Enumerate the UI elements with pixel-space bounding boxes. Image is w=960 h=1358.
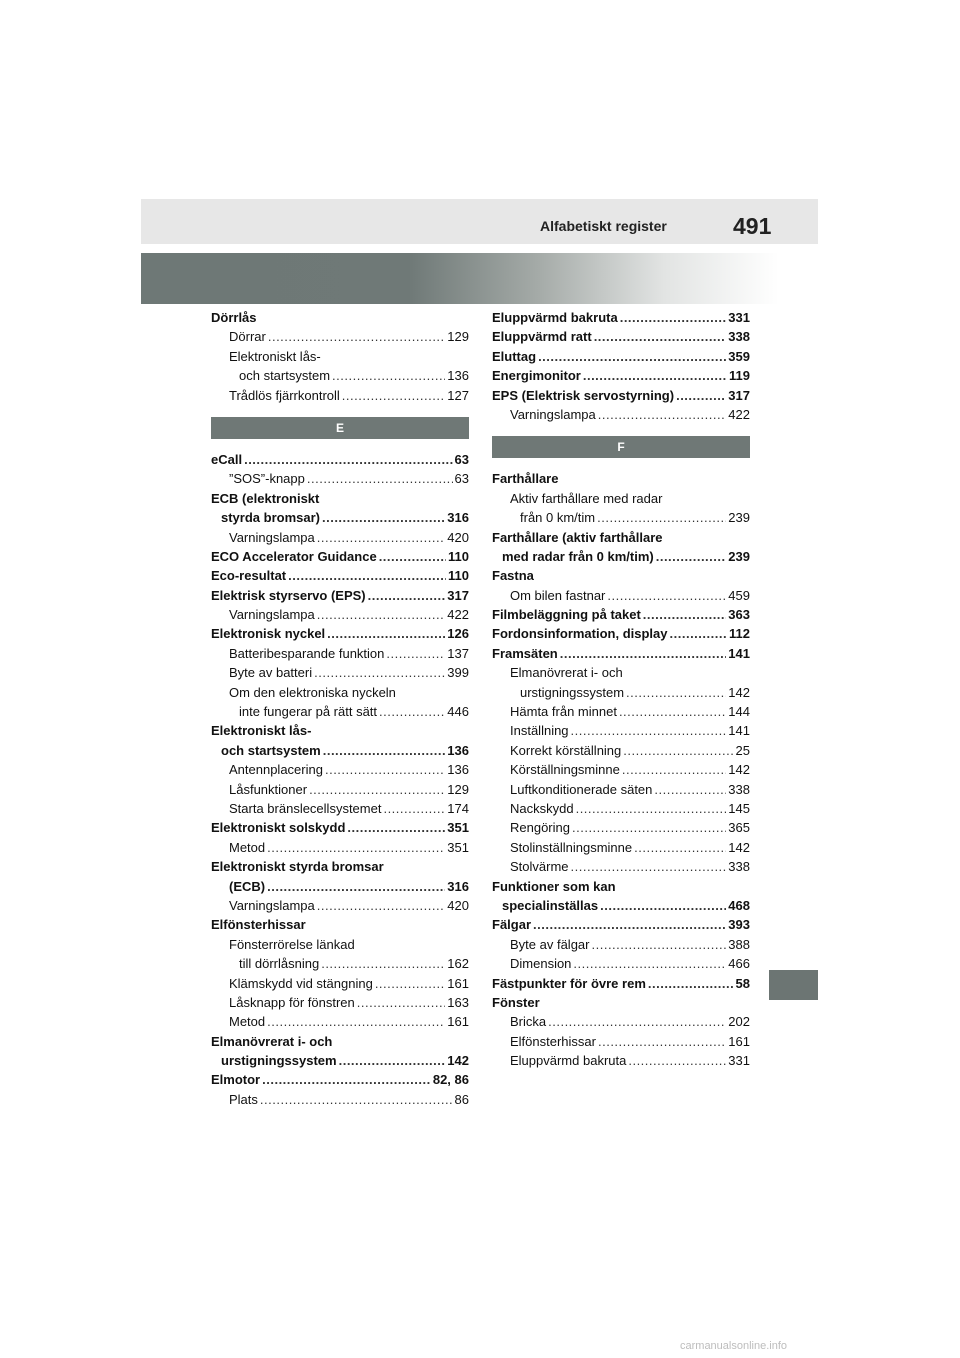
index-term: Eluppvärmd ratt: [492, 329, 592, 345]
index-entry: [492, 818, 750, 837]
dot-leader: [339, 1051, 446, 1070]
index-entry: [492, 489, 750, 508]
page-reference: 142: [728, 839, 750, 855]
page-reference: 351: [447, 839, 469, 855]
page-reference: 338: [728, 781, 750, 797]
dot-leader: [267, 877, 445, 896]
dot-leader: [623, 741, 733, 760]
dot-leader: [607, 586, 726, 605]
index-entry: [492, 954, 750, 973]
page-reference: 161: [447, 975, 469, 991]
index-term: Varningslampa: [229, 897, 315, 913]
index-term: Varningslampa: [229, 607, 315, 623]
dot-leader: [600, 896, 726, 915]
index-entry: [492, 993, 750, 1012]
page-reference: 136: [447, 368, 469, 384]
index-term: Metod: [229, 1014, 266, 1030]
watermark-text: carmanualsonline.info: [680, 1340, 788, 1352]
index-entry: [492, 721, 750, 740]
dot-leader: [262, 1070, 431, 1089]
dot-leader: [317, 605, 446, 624]
index-entry: [492, 1051, 750, 1070]
index-entry: [211, 915, 469, 934]
page-reference: 142: [728, 762, 750, 778]
index-entry: [211, 935, 469, 954]
dot-leader: [383, 799, 445, 818]
index-term: till dörrlåsning: [239, 956, 320, 972]
index-term: Plats: [229, 1091, 258, 1107]
index-entry: [211, 469, 469, 488]
page-reference: 316: [447, 510, 469, 526]
index-entry: [492, 644, 750, 663]
index-term: Elektroniskt lås-: [211, 723, 312, 739]
index-term: och startsystem: [221, 742, 321, 758]
page-reference: 365: [728, 820, 750, 836]
dot-leader: [571, 857, 727, 876]
page-number: 491: [733, 213, 772, 239]
page-reference: 112: [729, 626, 750, 642]
index-entry: [492, 915, 750, 934]
page-reference: 136: [447, 742, 469, 758]
index-entry: [211, 605, 469, 624]
index-term: Elektroniskt styrda bromsar: [211, 859, 384, 875]
dot-leader: [342, 386, 446, 405]
page-reference: 446: [447, 704, 469, 720]
index-term: Rengöring: [510, 820, 570, 836]
page-reference: 126: [447, 626, 469, 642]
page-reference: 202: [728, 1014, 750, 1030]
index-term: Elmanövrerat i- och: [510, 665, 623, 681]
page-reference: 420: [447, 529, 469, 545]
dot-leader: [244, 450, 452, 469]
dot-leader: [573, 954, 726, 973]
page-title: Alfabetiskt register: [540, 218, 667, 234]
index-entry: [211, 1032, 469, 1051]
dot-leader: [375, 974, 445, 993]
page-reference: 174: [447, 800, 469, 816]
index-term: Antennplacering: [229, 762, 323, 778]
index-entry: [492, 760, 750, 779]
index-term: Stolinställningsminne: [510, 839, 633, 855]
dot-leader: [619, 702, 726, 721]
index-entry: [211, 1051, 469, 1070]
index-term: Låsfunktioner: [229, 781, 308, 797]
index-entry: [211, 586, 469, 605]
index-column-right: [492, 308, 750, 1070]
index-entry: [492, 974, 750, 993]
index-term: Energimonitor: [492, 368, 581, 384]
index-term: Elmanövrerat i- och: [211, 1033, 333, 1049]
index-term: Dörrlås: [211, 310, 257, 325]
page-reference: 317: [728, 387, 750, 403]
index-entry: [211, 702, 469, 721]
index-entry: [211, 741, 469, 760]
index-term: Funktioner som kan: [492, 878, 616, 894]
dot-leader: [533, 915, 726, 934]
page-reference: 141: [728, 723, 750, 739]
index-entry: [492, 683, 750, 702]
page-reference: 338: [728, 859, 750, 875]
index-term: Eco-resultat: [211, 568, 287, 584]
index-term: Fordonsinformation, display: [492, 626, 668, 642]
dot-leader: [538, 347, 726, 366]
dot-leader: [576, 799, 727, 818]
page-reference: 110: [448, 568, 469, 584]
index-term: Metod: [229, 839, 266, 855]
index-term: eCall: [211, 451, 243, 467]
dot-leader: [368, 586, 446, 605]
index-entry: [211, 954, 469, 973]
index-entry: [211, 1090, 469, 1109]
index-entry: [211, 1012, 469, 1031]
index-entry: [211, 683, 469, 702]
index-entry: [492, 347, 750, 366]
index-term: Elektroniskt lås-: [229, 348, 321, 364]
index-term: Elektronisk nyckel: [211, 626, 326, 642]
index-entry: [492, 838, 750, 857]
dot-leader: [628, 1051, 726, 1070]
index-entry: [492, 605, 750, 624]
dot-leader: [379, 547, 446, 566]
page-reference: 420: [447, 897, 469, 913]
index-entry: [211, 528, 469, 547]
index-term: Aktiv farthållare med radar: [510, 490, 663, 506]
dot-leader: [357, 993, 446, 1012]
index-term: Korrekt körställning: [510, 742, 622, 758]
index-entry: [211, 877, 469, 896]
index-term: Varningslampa: [229, 529, 315, 545]
index-term: Starta bränslecellsystemet: [229, 800, 382, 816]
index-term: Fönsterrörelse länkad: [229, 936, 355, 952]
section-letter-header: E: [211, 417, 469, 439]
index-entry: [211, 1070, 469, 1089]
page-reference: 459: [728, 587, 750, 603]
page-reference: 142: [728, 684, 750, 700]
index-term: specialinställas: [502, 897, 599, 913]
dot-leader: [648, 974, 734, 993]
index-term: Filmbeläggning på taket: [492, 607, 641, 623]
dot-leader: [583, 366, 727, 385]
index-term: ”SOS”-knapp: [229, 471, 305, 487]
index-entry: [211, 993, 469, 1012]
index-term: Inställning: [510, 723, 569, 739]
index-term: Elektrisk styrservo (EPS): [211, 587, 366, 603]
dot-leader: [322, 508, 445, 527]
index-entry: [492, 586, 750, 605]
dot-leader: [347, 818, 445, 837]
index-entry: [492, 896, 750, 915]
index-entry: [492, 327, 750, 346]
index-entry: [492, 741, 750, 760]
page-reference: 82, 86: [432, 1072, 469, 1088]
dot-leader: [654, 780, 726, 799]
index-term: Fastna: [492, 568, 534, 584]
index-term: Eluppvärmd bakruta: [510, 1053, 627, 1069]
index-term: Eluttag: [492, 348, 537, 364]
page-reference: 63: [454, 471, 469, 487]
page-reference: 163: [447, 994, 469, 1010]
dot-leader: [560, 644, 727, 663]
dot-leader: [626, 683, 726, 702]
index-entry: [492, 857, 750, 876]
page-reference: 422: [728, 406, 750, 422]
index-entry: [211, 547, 469, 566]
page-reference: 129: [447, 329, 469, 345]
index-term: ECB (elektroniskt: [211, 490, 320, 506]
index-entry: [492, 547, 750, 566]
index-term: Låsknapp för fönstren: [229, 994, 355, 1010]
dot-leader: [598, 405, 727, 424]
index-column-left: [211, 308, 469, 1109]
page-reference: 338: [728, 329, 750, 345]
index-term: från 0 km/tim: [520, 510, 596, 526]
page-reference: 141: [728, 645, 750, 661]
dot-leader: [598, 1032, 726, 1051]
index-term: Farthållare (aktiv farthållare: [492, 529, 663, 545]
index-term: Klämskydd vid stängning: [229, 975, 373, 991]
dot-leader: [620, 308, 727, 327]
index-entry: [492, 1012, 750, 1031]
index-term: ECO Accelerator Guidance: [211, 548, 377, 564]
dot-leader: [309, 780, 445, 799]
index-entry: [492, 386, 750, 405]
page-reference: 142: [447, 1053, 469, 1069]
index-entry: [211, 386, 469, 405]
dot-leader: [592, 935, 727, 954]
page-reference: 239: [728, 548, 750, 564]
page-reference: 145: [728, 800, 750, 816]
dot-leader: [622, 760, 726, 779]
index-term: och startsystem: [239, 368, 331, 384]
page-reference: 466: [728, 956, 750, 972]
dot-leader: [594, 327, 727, 346]
page-reference: 331: [728, 1053, 750, 1069]
index-term: Bricka: [510, 1014, 547, 1030]
dot-leader: [670, 624, 728, 643]
dot-leader: [317, 528, 446, 547]
dot-leader: [314, 663, 445, 682]
index-term: Varningslampa: [510, 406, 596, 422]
page-reference: 317: [447, 587, 469, 603]
index-entry: [211, 508, 469, 527]
index-entry: [492, 405, 750, 424]
page-reference: 58: [735, 975, 750, 991]
page-reference: 137: [447, 645, 469, 661]
index-entry: [211, 857, 469, 876]
page-reference: 359: [728, 348, 750, 364]
dot-leader: [307, 469, 453, 488]
index-entry: [492, 566, 750, 585]
dot-leader: [268, 327, 445, 346]
page-reference: 144: [728, 704, 750, 720]
page-reference: 161: [447, 1014, 469, 1030]
index-term: Dörrar: [229, 329, 266, 345]
index-term: styrda bromsar): [221, 510, 320, 526]
index-entry: [211, 308, 469, 327]
index-term: Fästpunkter för övre rem: [492, 975, 646, 991]
index-term: urstigningssystem: [520, 684, 625, 700]
index-entry: [492, 799, 750, 818]
dot-leader: [634, 838, 726, 857]
page-reference: 127: [447, 387, 469, 403]
decorative-gradient-bar: [141, 253, 779, 304]
index-term: Elmotor: [211, 1072, 261, 1088]
page-reference: 162: [447, 956, 469, 972]
index-entry: [492, 366, 750, 385]
index-entry: [211, 347, 469, 366]
index-entry: [211, 896, 469, 915]
index-term: Elfönsterhissar: [510, 1033, 596, 1049]
index-term: Elfönsterhissar: [211, 917, 306, 933]
page-reference: 110: [448, 548, 469, 564]
index-term: Körställningsminne: [510, 762, 620, 778]
index-term: Nackskydd: [510, 800, 574, 816]
index-term: Luftkonditionerade säten: [510, 781, 653, 797]
page-reference: 388: [728, 936, 750, 952]
index-entry: [211, 838, 469, 857]
page-reference: 351: [447, 820, 469, 836]
dot-leader: [572, 818, 726, 837]
page-reference: 316: [447, 878, 469, 894]
index-entry: [492, 780, 750, 799]
index-entry: [492, 935, 750, 954]
page-reference: 422: [447, 607, 469, 623]
page-reference: 239: [728, 510, 750, 526]
dot-leader: [676, 386, 726, 405]
index-term: Dimension: [510, 956, 572, 972]
dot-leader: [656, 547, 727, 566]
page-reference: 399: [447, 665, 469, 681]
index-entry: [492, 702, 750, 721]
section-letter-header: F: [492, 436, 750, 458]
index-term: inte fungerar på rätt sätt: [239, 704, 378, 720]
index-entry: [492, 663, 750, 682]
page-reference: 86: [454, 1091, 469, 1107]
index-term: (ECB): [229, 878, 266, 894]
index-entry: [211, 450, 469, 469]
index-term: Trådlös fjärrkontroll: [229, 387, 340, 403]
dot-leader: [323, 741, 446, 760]
dot-leader: [267, 1012, 445, 1031]
index-entry: [211, 624, 469, 643]
index-entry: [211, 327, 469, 346]
chapter-side-tab: [769, 970, 818, 1000]
index-entry: [492, 1032, 750, 1051]
page-reference: 393: [728, 917, 750, 933]
dot-leader: [379, 702, 445, 721]
dot-leader: [332, 366, 445, 385]
index-term: Elektroniskt solskydd: [211, 820, 346, 836]
dot-leader: [325, 760, 445, 779]
header-band: [141, 199, 818, 244]
dot-leader: [571, 721, 727, 740]
index-entry: [492, 308, 750, 327]
index-term: Stolvärme: [510, 859, 569, 875]
index-entry: [492, 528, 750, 547]
index-term: Farthållare: [492, 471, 559, 487]
index-term: Fönster: [492, 994, 540, 1010]
index-entry: [211, 799, 469, 818]
index-term: med radar från 0 km/tim): [502, 548, 654, 564]
dot-leader: [321, 954, 445, 973]
index-entry: [492, 877, 750, 896]
page-reference: 331: [728, 310, 750, 325]
index-term: Framsäten: [492, 645, 558, 661]
page-reference: 119: [729, 368, 750, 384]
index-entry: [211, 566, 469, 585]
index-entry: [211, 818, 469, 837]
index-entry: [211, 644, 469, 663]
index-entry: [492, 624, 750, 643]
page-reference: 25: [735, 742, 750, 758]
page-reference: 161: [728, 1033, 750, 1049]
index-entry: [492, 508, 750, 527]
index-term: Batteribesparande funktion: [229, 645, 385, 661]
index-entry: [492, 469, 750, 488]
dot-leader: [288, 566, 446, 585]
dot-leader: [317, 896, 446, 915]
index-term: Byte av fälgar: [510, 936, 590, 952]
dot-leader: [643, 605, 727, 624]
page-reference: 363: [728, 607, 750, 623]
page-reference: 63: [454, 451, 469, 467]
index-entry: [211, 721, 469, 740]
page-reference: 136: [447, 762, 469, 778]
dot-leader: [386, 644, 445, 663]
index-entry: [211, 489, 469, 508]
index-term: EPS (Elektrisk servostyrning): [492, 387, 675, 403]
index-term: Fälgar: [492, 917, 532, 933]
dot-leader: [267, 838, 445, 857]
index-term: Byte av batteri: [229, 665, 313, 681]
index-entry: [211, 780, 469, 799]
dot-leader: [597, 508, 726, 527]
index-term: Eluppvärmd bakruta: [492, 310, 618, 325]
index-term: Om bilen fastnar: [510, 587, 606, 603]
index-entry: [211, 974, 469, 993]
index-entry: [211, 663, 469, 682]
dot-leader: [327, 624, 445, 643]
page-reference: 129: [447, 781, 469, 797]
index-term: Hämta från minnet: [510, 704, 617, 720]
index-entry: [211, 366, 469, 385]
index-term: Om den elektroniska nyckeln: [229, 684, 396, 700]
page-reference: 468: [728, 897, 750, 913]
index-term: urstigningssystem: [221, 1053, 337, 1069]
index-entry: [211, 760, 469, 779]
dot-leader: [260, 1090, 453, 1109]
dot-leader: [548, 1012, 726, 1031]
